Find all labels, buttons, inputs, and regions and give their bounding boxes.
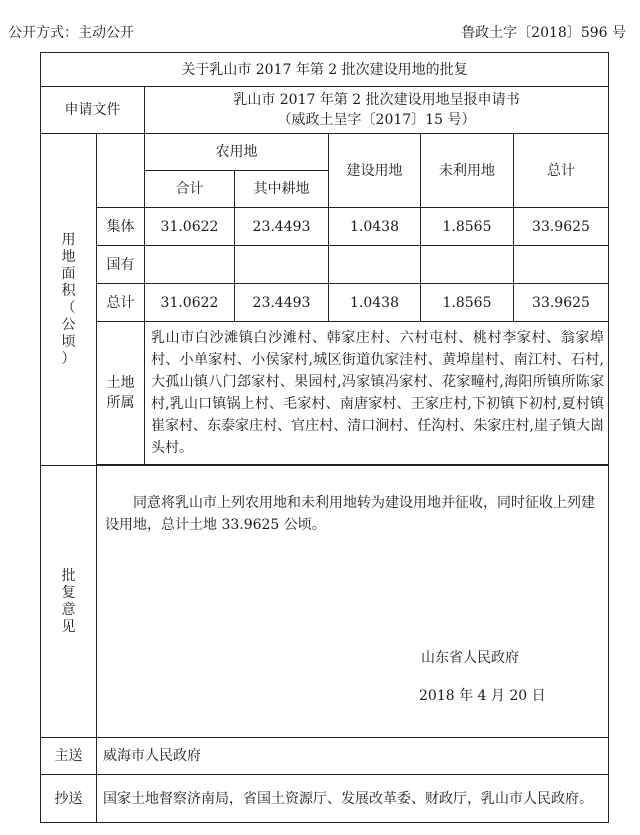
application-line-2: （威政土呈字〔2017〕15 号） [277, 112, 476, 128]
main-recipient: 威海市人民政府 [97, 738, 609, 775]
header-blank [97, 134, 145, 208]
issuing-authority: 山东省人民政府 [421, 650, 519, 666]
construction-header: 建设用地 [329, 134, 421, 208]
table-row: 集体 31.0622 23.4493 1.0438 1.8565 33.9625 [41, 208, 609, 246]
main-recipient-label: 主送 [41, 738, 97, 775]
approval-opinion-label: 批 复 意 见 [41, 466, 97, 738]
issue-date: 2018 年 4 月 20 日 [419, 688, 546, 704]
application-label: 申请文件 [41, 87, 145, 134]
land-ownership-text: 乳山市白沙滩镇白沙滩村、韩家庄村、六村屯村、桃村李家村、翁家埠村、小单家村、小侯家村,城区街道仇家洼村、黄埠崖村、南江村、石村,大孤山镇八门郐家村、果园村,冯家镇冯家村、花家疃村,海阳所镇所陈家村,乳山口镇锅上村、毛家村、南唐家村、王家庄村,下初镇下初村,夏村镇崔家村、东泰家庄村、官庄村、清口涧村、任沟村、朱家庄村,崖子镇大崮头村。 [145, 322, 609, 465]
total-header: 总计 [514, 134, 609, 208]
approval-opinion [97, 466, 609, 738]
table-row: 总计 31.0622 23.4493 1.0438 1.8565 33.9625 [41, 284, 609, 322]
land-ownership-label: 土地 所属 [97, 322, 145, 465]
farmland-header: 农用地 [145, 134, 329, 171]
application-document [145, 87, 609, 134]
land-area-label: 用 地 面 积 （ 公 顷 ） [41, 134, 97, 466]
disclosure-mode: 公开方式：主动公开 [8, 25, 134, 41]
application-line-1: 乳山市 2017 年第 2 批次建设用地呈报申请书 [233, 92, 520, 108]
document-title: 关于乳山市 2017 年第 2 批次建设用地的批复 [41, 53, 609, 87]
unused-header: 未利用地 [421, 134, 514, 208]
cc-recipients: 国家土地督察济南局，省国土资源厅、发展改革委、财政厅，乳山市人民政府。 [97, 775, 609, 823]
cultivated-header: 其中耕地 [235, 171, 329, 208]
cc-label: 抄送 [41, 775, 97, 823]
opinion-text: 同意将乳山市上列农用地和未利用地转为建设用地并征收，同时征收上列建设用地，总计土地 33.9625 公顷。 [105, 495, 595, 533]
table-row: 国有 [41, 246, 609, 284]
document-number: 鲁政土字〔2018〕596 号 [461, 25, 626, 41]
farmland-total-header: 合计 [145, 171, 235, 208]
approval-form [40, 52, 609, 823]
